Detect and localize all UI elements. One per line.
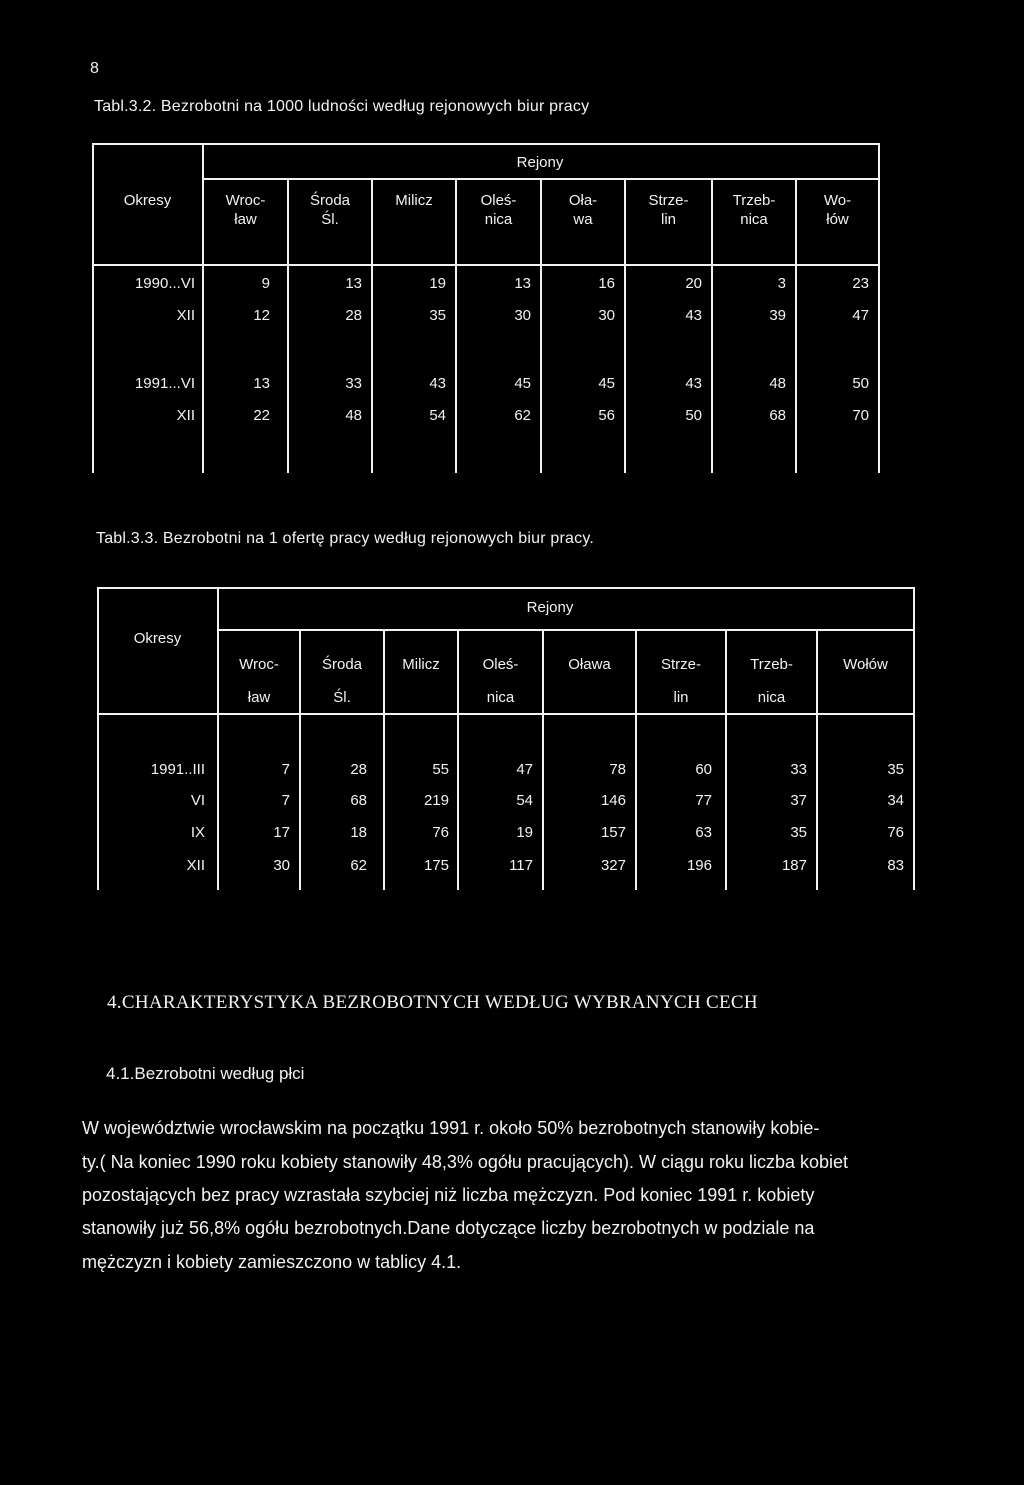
table-3-2-cell: 45 (598, 375, 615, 392)
table-3-3-cell: 83 (887, 857, 904, 874)
table-3-2-cell: 47 (852, 307, 869, 324)
table-3-3-cell: 7 (281, 792, 290, 809)
paragraph-line: pozostających bez pracy wzrastała szybciej niż liczba mężczyzn. Pod koniec 1991 r. kobiety (82, 1185, 815, 1205)
table-3-3-cell: 17 (273, 824, 290, 841)
table-3-2-cell: 13 (345, 275, 362, 292)
table-3-2-col-header: Milicz (395, 192, 433, 209)
table-3-3-row-label: 1991..III (150, 761, 205, 778)
table-3-2-col-header: Wroc- ław (225, 192, 266, 228)
table-3-3-cell: 55 (432, 761, 449, 778)
table-3-2-col-header: Strze- lin (648, 192, 689, 228)
paragraph-line: mężczyzn i kobiety zamieszczono w tablicy 4.1. (82, 1252, 462, 1272)
table-3-3-cell: 33 (790, 761, 807, 778)
table-3-3-cell: 62 (350, 857, 367, 874)
table-3-2-cell: 45 (514, 375, 531, 392)
table-3-3-col-header: Trzeb- nica (750, 656, 793, 706)
table-3-3-cell: 117 (509, 857, 533, 874)
table-3-2-cell: 70 (852, 407, 869, 424)
table-3-2-row-label: 1991...VI (134, 375, 195, 392)
table-3-2-row-label: XII (176, 407, 195, 424)
table-3-2-cell: 22 (253, 407, 270, 424)
table-3-3-col-header: Wołów (843, 656, 888, 673)
table-3-3-col-header: Środa Śl. (321, 656, 363, 706)
table-3-2-cell: 48 (769, 375, 786, 392)
table-3-3-cell: 187 (781, 857, 807, 874)
table-3-2-cell: 33 (345, 375, 362, 392)
table-3-3-cell: 19 (516, 824, 533, 841)
table-3-2-cell: 9 (261, 275, 270, 292)
table-3-2-cell: 23 (852, 275, 869, 292)
table-3-2-cell: 56 (598, 407, 615, 424)
table-3-3-cell: 7 (281, 761, 290, 778)
table-3-2-cell: 48 (345, 407, 362, 424)
table-3-2-cell: 28 (345, 307, 362, 324)
table-3-2-cell: 50 (685, 407, 702, 424)
table-3-2-cell: 13 (514, 275, 531, 292)
table-3-2-cell: 35 (429, 307, 446, 324)
table-3-3-cell: 35 (790, 824, 807, 841)
table-3-3-cell: 196 (686, 857, 712, 874)
table-3-2-cell: 16 (598, 275, 615, 292)
table-3-3-cell: 37 (790, 792, 807, 809)
table-3-3-cell: 35 (887, 761, 904, 778)
section-heading: 4.CHARAKTERYSTYKA BEZROBOTNYCH WEDŁUG WYBRANYCH CECH (107, 992, 758, 1013)
table-3-3-cell: 76 (887, 824, 904, 841)
table-3-3-cell: 327 (600, 857, 626, 874)
table-3-3-cell: 63 (695, 824, 712, 841)
table-3-3-cell: 28 (350, 761, 367, 778)
table-3-2-cell: 30 (598, 307, 615, 324)
table-3-2-row-label: XII (176, 307, 195, 324)
table-3-2-row-label: 1990...VI (134, 275, 195, 292)
table-3-3-cell: 34 (887, 792, 904, 809)
table-3-3-cell: 47 (516, 761, 533, 778)
table-3-3-col-header: Oleś- nica (482, 656, 519, 706)
table-3-3-periods-header: Okresy (133, 630, 182, 647)
table-3-3-cell: 30 (273, 857, 290, 874)
table-3-3-col-header: Oława (568, 656, 611, 673)
table-3-2-cell: 43 (685, 307, 702, 324)
table-3-3-cell: 219 (423, 792, 449, 809)
paragraph-line: W województwie wrocławskim na początku 1991 r. około 50% bezrobotnych stanowiły kobie- (82, 1118, 820, 1138)
subsection-heading: 4.1.Bezrobotni według płci (106, 1064, 305, 1083)
table-3-2-cell: 50 (852, 375, 869, 392)
table-3-2-caption: Tabl.3.2. Bezrobotni na 1000 ludności według rejonowych biur pracy (94, 98, 590, 115)
table-3-3-cell: 18 (350, 824, 367, 841)
table-3-2-cell: 43 (429, 375, 446, 392)
table-3-2-cell: 20 (685, 275, 702, 292)
table-3-3-row-label: XII (186, 857, 205, 874)
table-3-3-row-label: IX (190, 824, 205, 841)
table-3-2-col-header: Oleś- nica (480, 192, 517, 228)
table-3-3-cell: 54 (516, 792, 533, 809)
table-3-3-cell: 60 (695, 761, 712, 778)
table-3-3-group-header: Rejony (526, 599, 574, 616)
table-3-2-periods-header: Okresy (123, 192, 172, 209)
page-number: 8 (90, 60, 99, 77)
table-3-2-cell: 19 (429, 275, 446, 292)
table-3-2-cell: 62 (514, 407, 531, 424)
table-3-2-cell: 30 (514, 307, 531, 324)
table-3-3-col-header: Wroc- ław (239, 656, 279, 706)
table-3-3-cell: 157 (600, 824, 626, 841)
table-3-2-cell: 68 (769, 407, 786, 424)
table-3-3-cell: 77 (695, 792, 712, 809)
table-3-2-cell: 3 (777, 275, 786, 292)
paragraph-line: stanowiły już 56,8% ogółu bezrobotnych.Dane dotyczące liczby bezrobotnych w podziale na (82, 1218, 815, 1238)
table-3-2-col-header: Oła- wa (568, 192, 598, 228)
table-3-2-cell: 54 (429, 407, 446, 424)
table-3-3-col-header: Strze- lin (660, 656, 701, 706)
table-3-2-col-header: Trzeb- nica (732, 192, 776, 228)
table-3-3-caption: Tabl.3.3. Bezrobotni na 1 ofertę pracy według rejonowych biur pracy. (96, 530, 595, 547)
table-3-3-cell: 175 (423, 857, 449, 874)
table-3-3-row-label: VI (190, 792, 205, 809)
table-3-2-cell: 12 (253, 307, 270, 324)
table-3-3-cell: 68 (350, 792, 367, 809)
table-3-3-cell: 146 (600, 792, 626, 809)
table-3-2-cell: 43 (685, 375, 702, 392)
table-3-3-cell: 78 (609, 761, 626, 778)
table-3-2-group-header: Rejony (516, 154, 564, 171)
table-3-3-cell: 76 (432, 824, 449, 841)
paragraph-line: ty.( Na koniec 1990 roku kobiety stanowiły 48,3% ogółu pracujących). W ciągu roku liczba kobiet (82, 1152, 849, 1172)
table-3-2-col-header: Środa Śl. (309, 192, 351, 228)
table-3-2-cell: 39 (769, 307, 786, 324)
table-3-2-cell: 13 (253, 375, 270, 392)
table-3-3-col-header: Milicz (402, 656, 440, 673)
table-3-2-col-header: Wo- łów (823, 192, 852, 228)
